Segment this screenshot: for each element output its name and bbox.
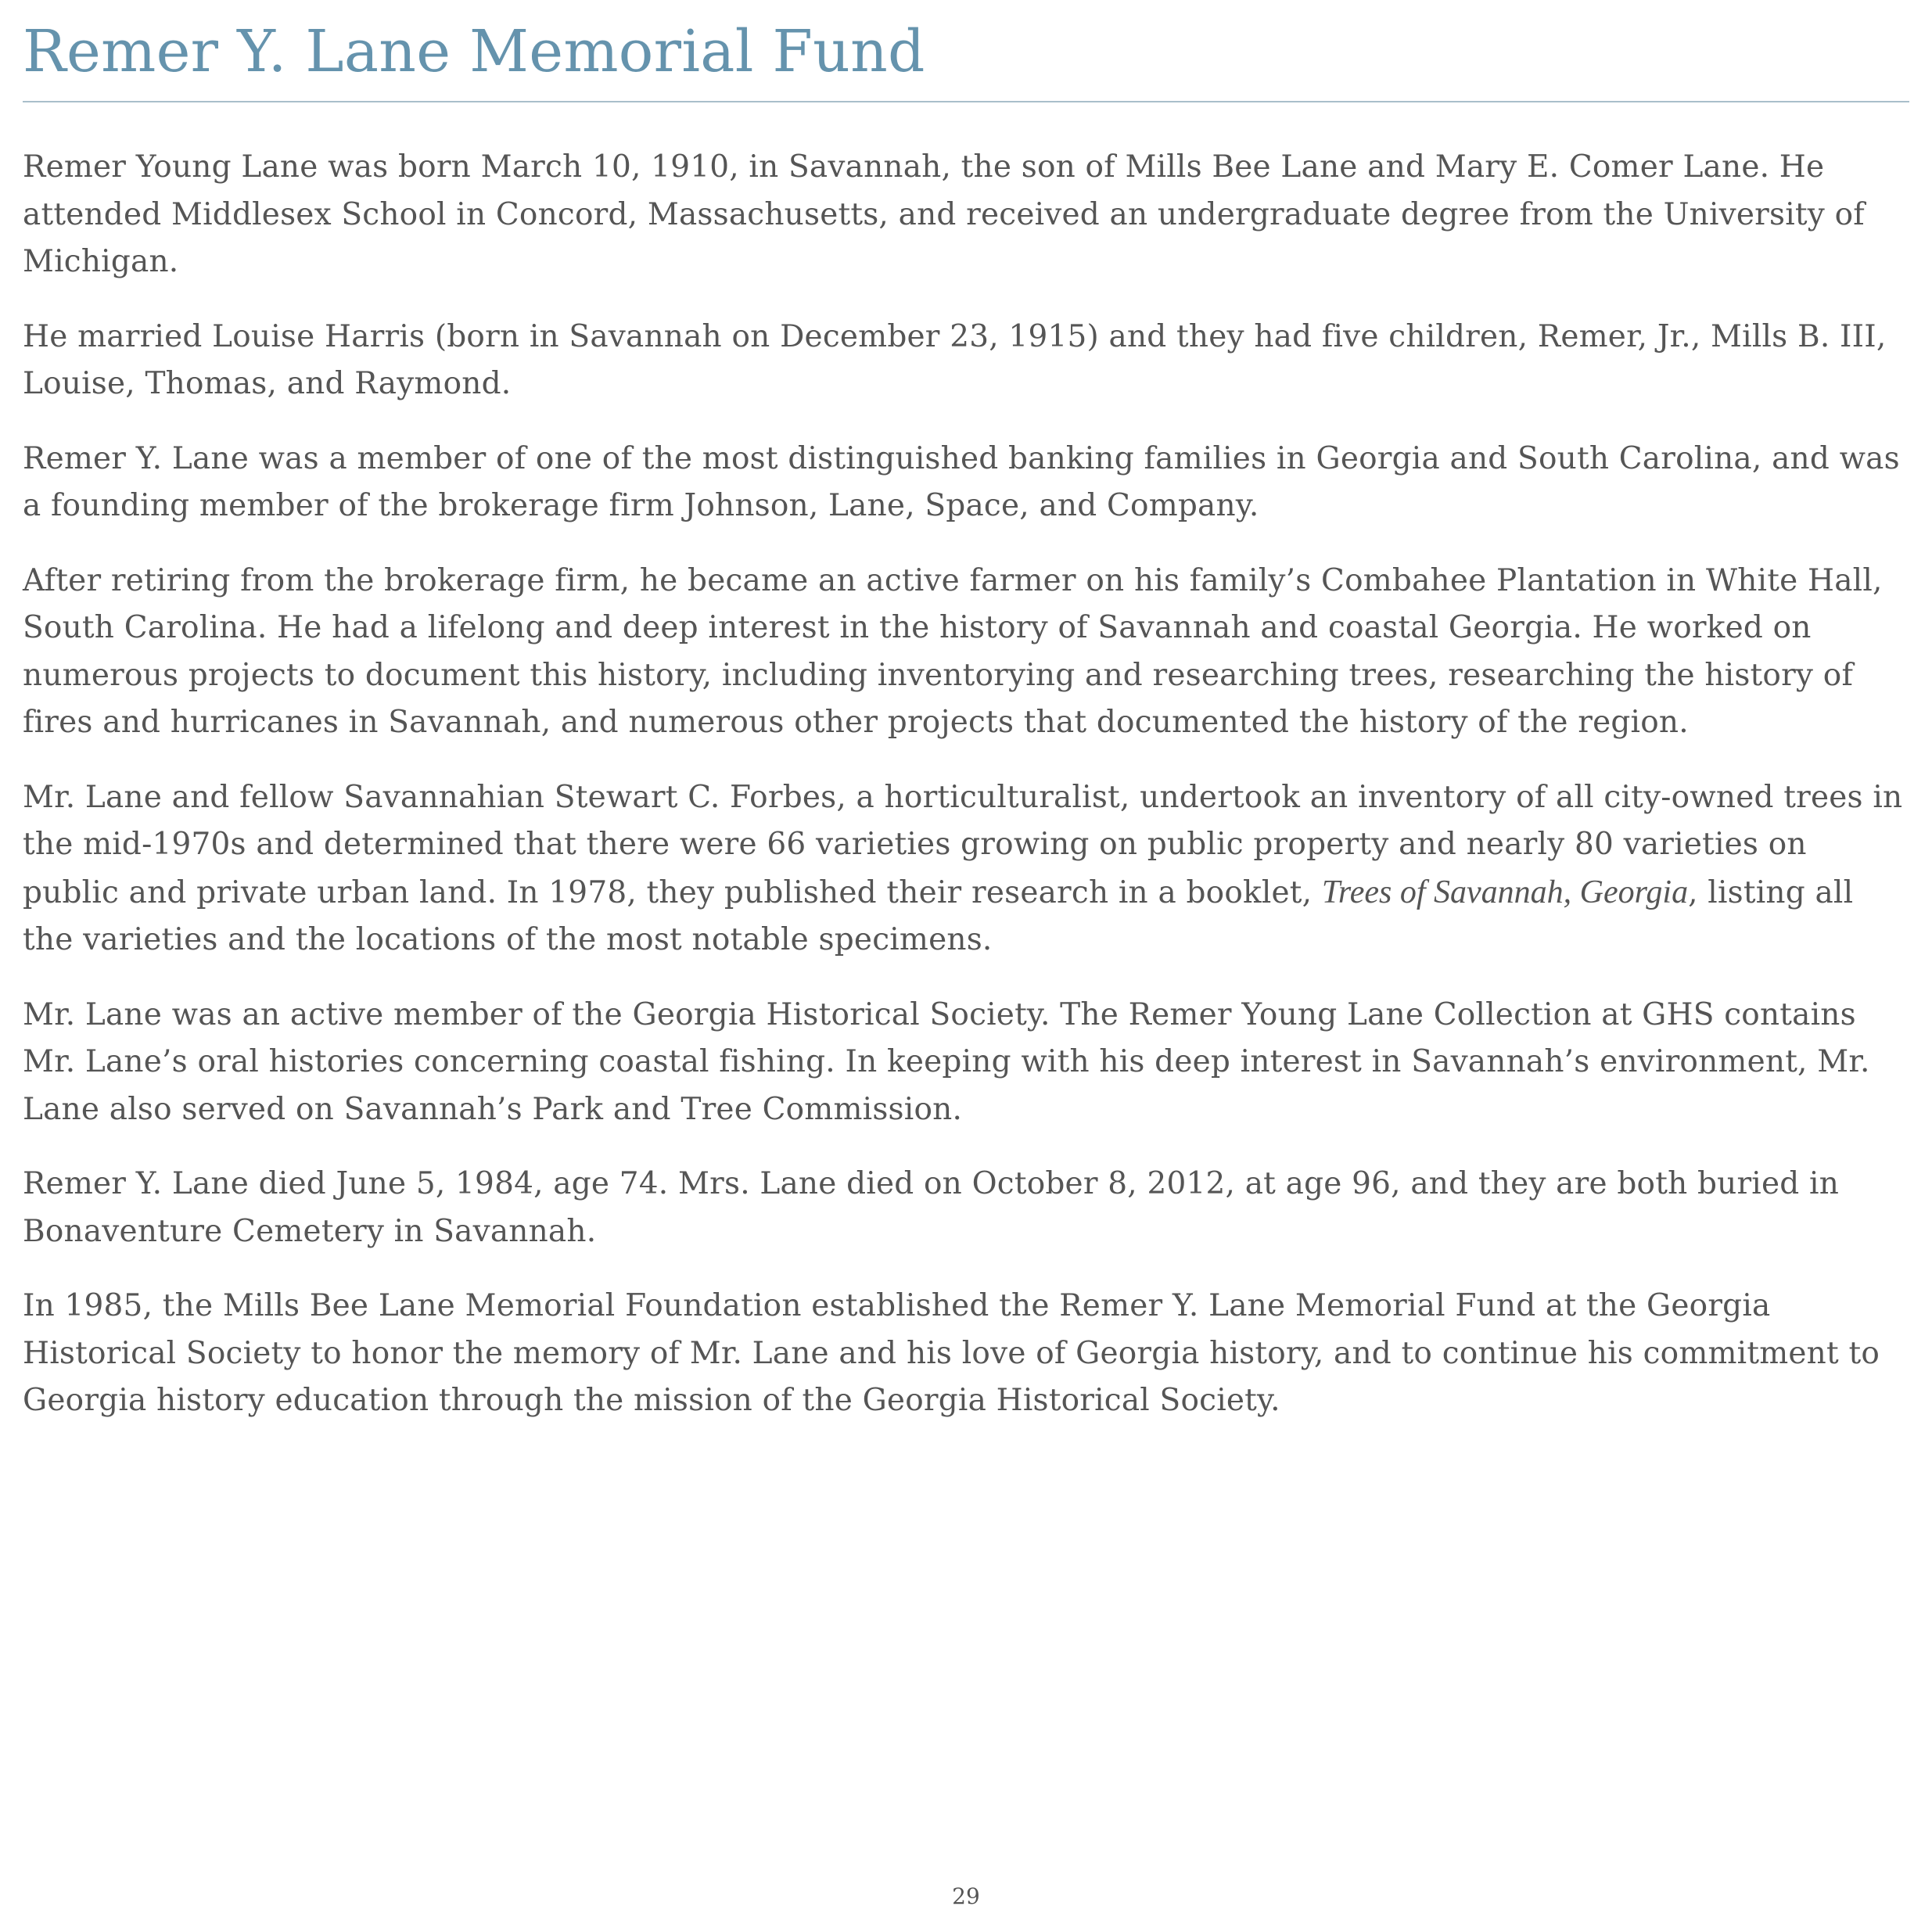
paragraph-retirement-history: After retiring from the brokerage firm, he became an active farmer on his family’s Combahee Plantation in White Hall, South Carolina. He had a lifelong and deep interest in the history of Savannah and coastal Georgia. He worked on numerous projects to document this history, including inventorying and researching trees, researching the history of fires and hurricanes in Savannah, and numerous other projects that documented the history of the region. — [23, 562, 1883, 740]
title-divider — [23, 101, 1909, 102]
page-number: 29 — [952, 1883, 980, 1909]
paragraph-memorial-fund: In 1985, the Mills Bee Lane Memorial Foundation established the Remer Y. Lane Memorial Fund at the Georgia Historical Society to honor the memory of Mr. Lane and his love of Georgia history, and to continue his commitment to Georgia history education through the mission of the Georgia Historical Society. — [23, 1288, 1880, 1418]
book-title: Trees of Savannah, Georgia — [1321, 874, 1689, 910]
document-body — [23, 144, 1909, 1452]
paragraph-historical-society: Mr. Lane was an active member of the Georgia Historical Society. The Remer Young Lane Collection at GHS contains Mr. Lane’s oral histories concerning coastal fishing. In keeping with his deep interest in Savannah’s environment, Mr. Lane also served on Savannah’s Park and Tree Commission. — [23, 996, 1870, 1127]
paragraph-banking-career: Remer Y. Lane was a member of one of the most distinguished banking families in Georgia and South Carolina, and was a founding member of the brokerage firm Johnson, Lane, Space, and Company. — [23, 440, 1900, 523]
paragraph-marriage-children: He married Louise Harris (born in Savannah on December 23, 1915) and they had five children, Remer, Jr., Mills B. III, Louise, Thomas, and Raymond. — [23, 318, 1887, 401]
paragraph-tree-inventory — [23, 774, 1909, 964]
paragraph-birth-education: Remer Young Lane was born March 10, 1910, in Savannah, the son of Mills Bee Lane and Mary E. Comer Lane. He attended Middlesex School in Concord, Massachusetts, and received an undergraduate degree from the University of Michigan. — [23, 149, 1865, 279]
document-page — [23, 0, 1909, 1917]
paragraph-tree-inventory-end: , listing all the varieties and the locations of the most notable specimens. — [23, 874, 1854, 957]
paragraph-tree-inventory-intro: Mr. Lane and fellow Savannahian Stewart C. Forbes, a horticulturalist, undertook an inventory of all city-owned trees in the mid-1970s and determined that there were 66 varieties growing on public property and nearly 80 varieties on public and private urban land. In 1978, they published their research in a booklet, — [23, 779, 1903, 910]
page-title: Remer Y. Lane Memorial Fund — [23, 18, 925, 85]
paragraph-death: Remer Y. Lane died June 5, 1984, age 74. Mrs. Lane died on October 8, 2012, at age 96, and they are both buried in Bonaventure Cemetery in Savannah. — [23, 1166, 1840, 1249]
